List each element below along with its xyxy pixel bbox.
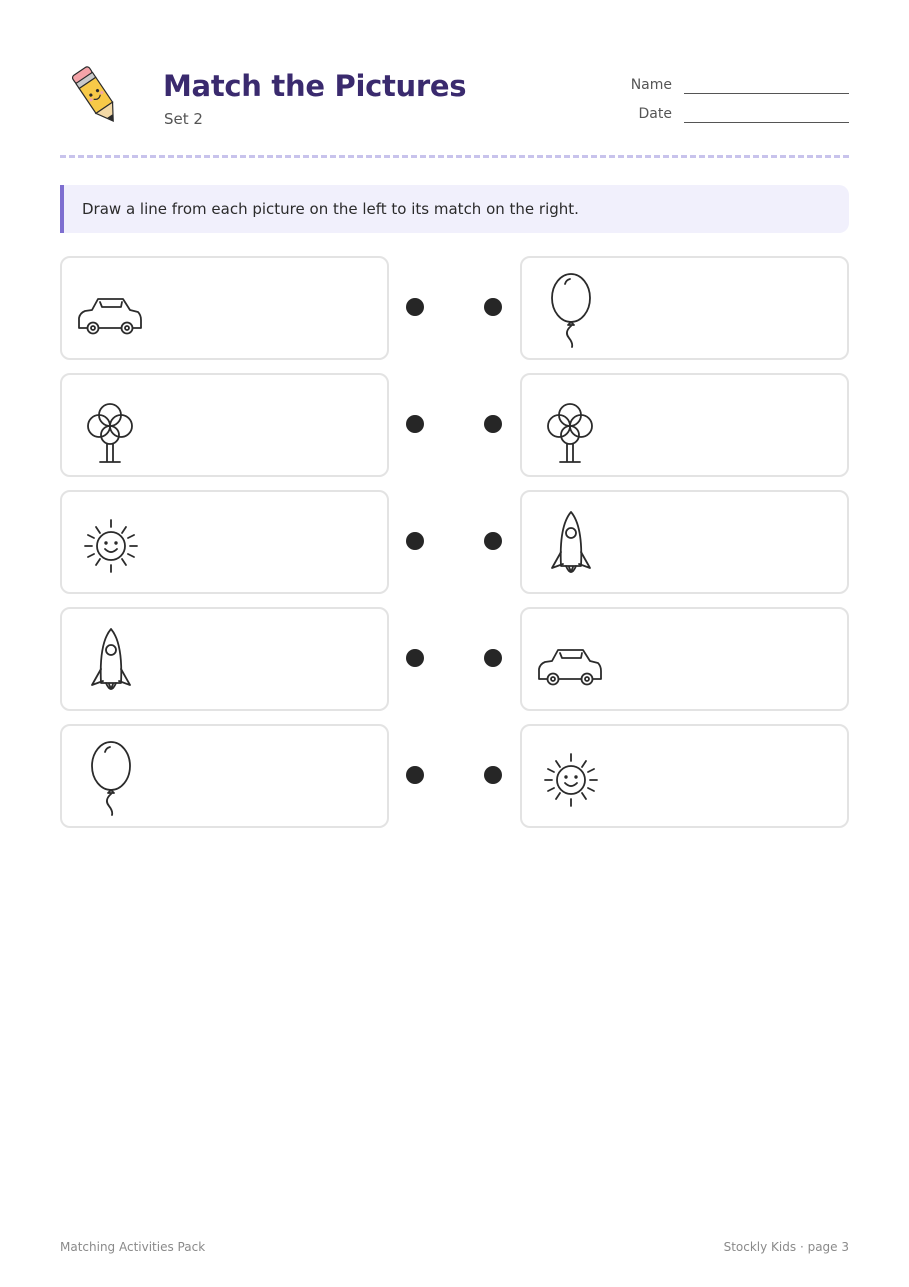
right-dot-3[interactable] [484,532,502,550]
tree-icon [535,389,607,465]
name-line[interactable] [684,81,849,94]
right-card-1 [520,256,849,360]
date-field[interactable] [622,105,849,123]
left-picture-2 [75,389,147,465]
right-picture-3 [535,506,607,582]
left-card-5 [60,724,389,828]
date-line[interactable] [684,110,849,123]
right-card-4 [520,607,849,711]
left-dot-1[interactable] [406,298,424,316]
left-card-2 [60,373,389,477]
balloon-icon [535,272,607,348]
match-row-3 [60,490,849,594]
car-icon [75,272,147,348]
sun-icon [535,740,607,816]
pencil-mascot-icon [66,64,128,130]
match-row-5 [60,724,849,828]
name-field[interactable] [622,76,849,94]
left-card-1 [60,256,389,360]
right-card-5 [520,724,849,828]
footer-left: Matching Activities Pack [60,1240,206,1254]
tree-icon [75,389,147,465]
rocket-icon [535,506,607,582]
left-picture-5 [75,740,147,816]
rocket-icon [75,623,147,699]
right-picture-1 [535,272,607,348]
match-row-2 [60,373,849,477]
right-dot-4[interactable] [484,649,502,667]
left-dot-3[interactable] [406,532,424,550]
match-row-1 [60,256,849,360]
instruction-box: Draw a line from each picture on the left to its match on the right. [60,185,849,233]
left-picture-1 [75,272,147,348]
right-picture-5 [535,740,607,816]
right-dot-5[interactable] [484,766,502,784]
page-subtitle: Set 2 [164,110,203,128]
left-picture-3 [75,506,147,582]
left-dot-4[interactable] [406,649,424,667]
left-dot-2[interactable] [406,415,424,433]
left-card-4 [60,607,389,711]
right-picture-2 [535,389,607,465]
left-card-3 [60,490,389,594]
left-picture-4 [75,623,147,699]
date-label: Date [638,106,672,122]
left-dot-5[interactable] [406,766,424,784]
header-divider [60,155,849,158]
right-dot-2[interactable] [484,415,502,433]
match-row-4 [60,607,849,711]
name-label: Name [630,77,672,93]
right-picture-4 [535,623,607,699]
footer-right: Stockly Kids · page 3 [723,1240,849,1254]
right-dot-1[interactable] [484,298,502,316]
right-card-2 [520,373,849,477]
balloon-icon [75,740,147,816]
sun-icon [75,506,147,582]
car-icon [535,623,607,699]
page-title: Match the Pictures [163,69,467,103]
right-card-3 [520,490,849,594]
